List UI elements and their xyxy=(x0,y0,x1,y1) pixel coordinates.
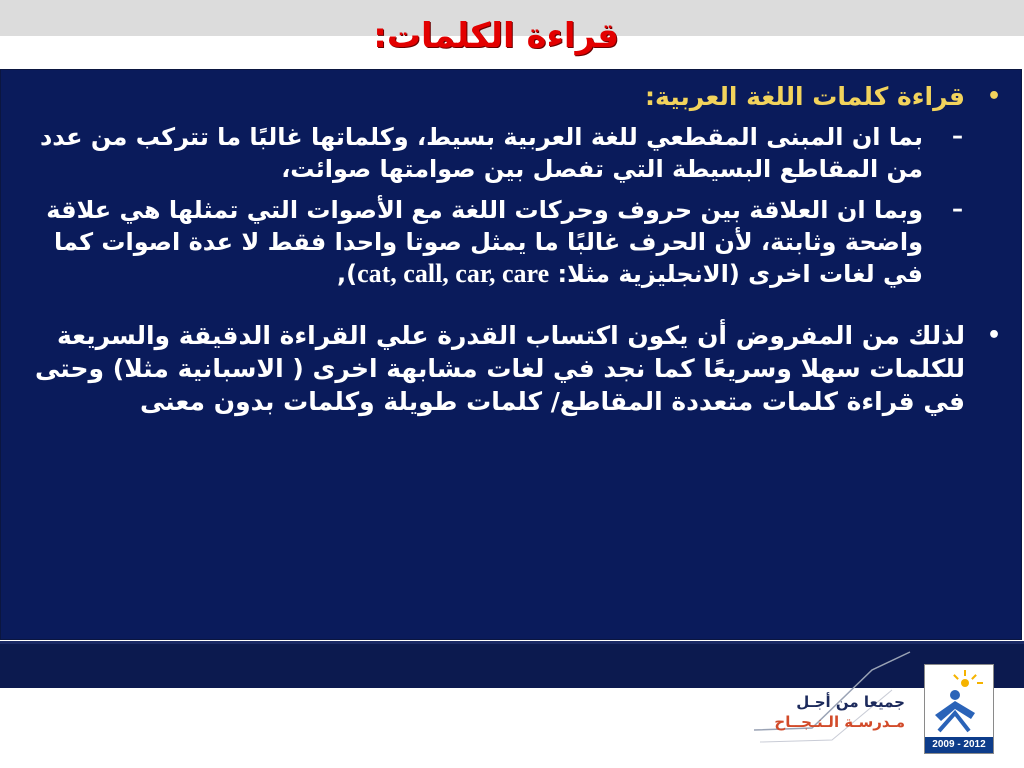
second-bullet xyxy=(19,319,1003,418)
dash-marker: – xyxy=(952,124,963,149)
sub-bullet-item xyxy=(19,194,1003,290)
heading-bullet-text: قراءة كلمات اللغة العربية: xyxy=(645,82,965,111)
sub-bullet-text: وبما ان العلاقة بين حروف وحركات اللغة مع الأصوات التي تمثلها هي علاقة واضحة وثابتة، لأن الحرف غالبًا ما يمثل صوتا واحدا فقط لا عدة اصوات كما في لغات اخرى (الانجليزية مثلا: xyxy=(46,196,923,288)
second-bullet-text: لذلك من المفروض أن يكون اكتساب القدرة علي القراءة الدقيقة والسريعة للكلمات سهلا وسريعًا كما نجد في لغات مشابهة اخرى ( الاسبانية مثلا) وحتى في قراءة كلمات متعددة المقاطع/ كلمات طويلة وكلمات بدون معنى xyxy=(35,321,965,416)
slide-body xyxy=(19,80,1003,418)
logo-years: 2009 - 2012 xyxy=(925,737,993,753)
bullet-marker: • xyxy=(986,84,1001,109)
spacer xyxy=(19,299,1003,319)
slide-title: قراءة الكلمات: xyxy=(373,16,619,56)
sub-bullet-text: بما ان المبنى المقطعي للغة العربية بسيط، وكلماتها غالبًا ما تتركب من عدد من المقاطع البسيطة التي تفصل بين صوامتها صوائت، xyxy=(39,123,923,183)
sub-bullet-tail: ), xyxy=(337,260,358,288)
sub-bullet-list xyxy=(19,121,1003,290)
heading-bullet xyxy=(19,80,1003,113)
english-example-words: cat, call, car, care xyxy=(357,259,550,288)
sun-figure-logo-icon xyxy=(925,665,993,737)
sub-bullet-item xyxy=(19,121,1003,185)
program-logo xyxy=(924,664,994,754)
content-panel xyxy=(0,69,1022,640)
slogan xyxy=(765,692,905,732)
dash-marker: – xyxy=(952,197,963,222)
bullet-marker: • xyxy=(986,323,1001,348)
slogan-line-1: جميعا من أجـل xyxy=(796,693,905,711)
slogan-line-2: مـدرسـة الـنـجــاح xyxy=(774,713,905,731)
